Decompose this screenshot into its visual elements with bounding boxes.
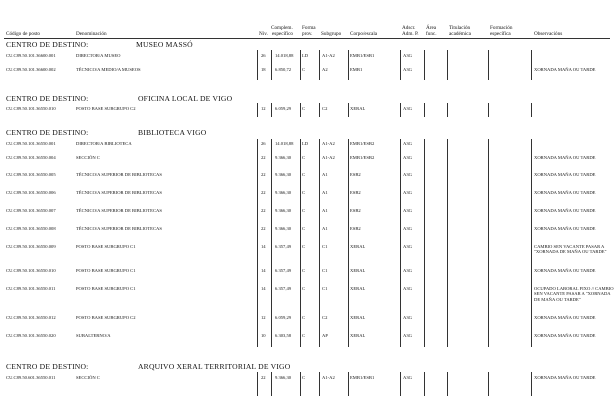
column-divider xyxy=(488,50,489,80)
header-codigo: Código de posto xyxy=(6,31,41,38)
cell-forma: C xyxy=(302,208,306,213)
cell-codigo: CU.C89.50.101.36550.020 xyxy=(6,333,56,338)
section-name: BIBLIOTECA VIGO xyxy=(138,128,207,137)
cell-codigo: CU.C89.50.101.36550.010 xyxy=(6,268,56,273)
cell-subgrupo: AP xyxy=(322,333,328,338)
header-adscr-1: Adscr. xyxy=(402,25,416,32)
cell-forma: LD xyxy=(302,141,309,146)
cell-nivel: 12 xyxy=(261,106,266,111)
cell-corpo: EMB1/ESB1 xyxy=(350,375,375,380)
header-titulacion-1: Titulación xyxy=(449,25,471,32)
header-corpo: Corpo/escala xyxy=(350,31,378,38)
cell-adscr: A3G xyxy=(403,172,412,177)
cell-subgrupo: A1 xyxy=(322,172,328,177)
cell-forma: LD xyxy=(302,53,309,58)
cell-observacions: XORNADA MAÑA OU TARDE xyxy=(534,208,596,213)
cell-denominacion: TÉCNICO/A SUPERIOR DE BIBLIOTECAS xyxy=(76,226,162,231)
cell-observacions: OCUPADO LABORAL FIXO // CAMBIO SEN VACANTE PASAR A "XORNADA DE MAÑA OU TARDE" xyxy=(534,286,614,302)
cell-codigo: CU.C89.50.101.36550.012 xyxy=(6,315,56,320)
cell-nivel: 26 xyxy=(261,53,266,58)
cell-complemento: 6.059,29 xyxy=(275,106,292,111)
column-divider xyxy=(271,50,272,80)
column-divider xyxy=(447,50,448,80)
section-label: CENTRO DE DESTINO: xyxy=(6,40,89,49)
cell-adscr: A3G xyxy=(403,244,412,249)
cell-subgrupo: A1-A2 xyxy=(322,375,335,380)
cell-codigo: CU.C89.50.101.36600.001 xyxy=(6,53,56,58)
section-label: CENTRO DE DESTINO: xyxy=(6,362,89,371)
section-name: ARQUIVO XERAL TERRITORIAL DE VIGO xyxy=(138,362,291,371)
column-divider xyxy=(319,372,320,396)
column-divider xyxy=(488,139,489,347)
cell-complemento: 9.366,30 xyxy=(275,375,292,380)
header-nivel: Niv. xyxy=(259,31,268,38)
cell-forma: C xyxy=(302,226,306,231)
cell-forma: C xyxy=(302,268,306,273)
column-divider xyxy=(488,103,489,117)
cell-adscr: A3G xyxy=(403,190,412,195)
cell-forma: C xyxy=(302,106,306,111)
section-label: CENTRO DE DESTINO: xyxy=(6,128,89,137)
cell-complemento: 14.018,88 xyxy=(275,53,294,58)
cell-denominacion: POSTO BASE SUBGRUPO C1 xyxy=(76,268,136,273)
cell-codigo: CU.C89.50.101.36550.009 xyxy=(6,244,56,249)
cell-corpo: XERAL xyxy=(350,286,366,291)
cell-corpo: XERAL xyxy=(350,244,366,249)
cell-complemento: 6.059,29 xyxy=(275,315,292,320)
cell-observacions: XORNADA MAÑA OU TARDE xyxy=(534,315,596,320)
column-divider xyxy=(300,372,301,396)
cell-observacions: XORNADA MAÑA OU TARDE xyxy=(534,190,596,195)
cell-forma: C xyxy=(302,375,306,380)
cell-adscr: A3G xyxy=(403,268,412,273)
cell-adscr: A3G xyxy=(403,333,412,338)
header-titulacion-2: académica xyxy=(449,31,471,38)
cell-observacions: CAMBIO SEN VACANTE PASAR A "XORNADA DE MAÑA OU TARDE" xyxy=(534,244,607,255)
column-divider xyxy=(447,103,448,117)
cell-nivel: 14 xyxy=(261,244,266,249)
cell-codigo: CU.C89.50.101.36550.010 xyxy=(6,106,56,111)
cell-complemento: 6.357,49 xyxy=(275,268,292,273)
cell-subgrupo: C2 xyxy=(322,106,328,111)
cell-complemento: 9.366,30 xyxy=(275,208,292,213)
header-formacion-2: específica xyxy=(490,31,511,38)
cell-complemento: 9.366,30 xyxy=(275,155,292,160)
cell-nivel: 14 xyxy=(261,286,266,291)
cell-corpo: XERAL xyxy=(350,315,366,320)
cell-nivel: 22 xyxy=(261,226,266,231)
column-divider xyxy=(348,50,349,80)
cell-complemento: 6.357,49 xyxy=(275,244,292,249)
cell-adscr: A3G xyxy=(403,375,412,380)
cell-observacions: XORNADA MAÑA OU TARDE xyxy=(534,172,596,177)
column-divider xyxy=(424,139,425,347)
cell-corpo: EMB1/ESB2 xyxy=(350,141,375,146)
cell-adscr: A3G xyxy=(403,141,412,146)
column-divider xyxy=(424,372,425,396)
header-observacions: Observacións xyxy=(534,31,563,38)
cell-subgrupo: A2 xyxy=(322,67,328,72)
cell-complemento: 9.366,30 xyxy=(275,172,292,177)
cell-forma: C xyxy=(302,286,306,291)
column-divider xyxy=(319,103,320,117)
cell-denominacion: TÉCNICO/A SUPERIOR DE BIBLIOTECAS xyxy=(76,208,162,213)
column-divider xyxy=(271,103,272,117)
column-divider xyxy=(271,372,272,396)
cell-denominacion: TÉCNICO/A SUPERIOR DE BIBLIOTECAS xyxy=(76,172,162,177)
cell-observacions: XORNADA MAÑA OU TARDE xyxy=(534,333,596,338)
column-divider xyxy=(348,372,349,396)
cell-forma: C xyxy=(302,172,306,177)
cell-subgrupo: C1 xyxy=(322,244,328,249)
cell-subgrupo: C1 xyxy=(322,286,328,291)
column-divider xyxy=(257,50,258,80)
cell-codigo: CU.C89.50.101.36550.004 xyxy=(6,155,56,160)
header-subgrupo: Subgrupo xyxy=(321,31,342,38)
cell-complemento: 6.303,58 xyxy=(275,333,292,338)
cell-nivel: 14 xyxy=(261,268,266,273)
cell-codigo: CU.C89.50.101.36550.008 xyxy=(6,226,56,231)
cell-corpo: XERAL xyxy=(350,268,366,273)
cell-adscr: A3G xyxy=(403,53,412,58)
cell-adscr: A3G xyxy=(403,208,412,213)
cell-forma: C xyxy=(302,333,306,338)
cell-corpo: EMB1 xyxy=(350,67,363,72)
column-divider xyxy=(424,103,425,117)
cell-denominacion: POSTO BASE SUBGRUPO C2 xyxy=(76,315,136,320)
cell-corpo: XERAL xyxy=(350,106,366,111)
cell-denominacion: DIRECTOR/A MUSEO xyxy=(76,53,121,58)
cell-forma: C xyxy=(302,67,306,72)
column-divider xyxy=(300,103,301,117)
header-area-2: func. xyxy=(426,31,437,38)
column-divider xyxy=(447,139,448,347)
section-name: OFICINA LOCAL DE VIGO xyxy=(138,94,233,103)
cell-denominacion: POSTO BASE SUBGRUPO C2 xyxy=(76,106,136,111)
cell-subgrupo: A1 xyxy=(322,208,328,213)
cell-observacions: XORNADA MAÑA OU TARDE xyxy=(534,268,596,273)
cell-nivel: 22 xyxy=(261,190,266,195)
cell-corpo: ESB2 xyxy=(350,208,361,213)
cell-nivel: 10 xyxy=(261,333,266,338)
cell-codigo: CU.C89.50.601.36550.011 xyxy=(6,375,56,380)
section-label: CENTRO DE DESTINO: xyxy=(6,94,89,103)
cell-forma: C xyxy=(302,190,306,195)
cell-adscr: A3G xyxy=(403,286,412,291)
column-divider xyxy=(348,103,349,117)
column-divider xyxy=(300,139,301,347)
header-area-1: Área xyxy=(426,25,437,32)
cell-adscr: A3G xyxy=(403,226,412,231)
cell-subgrupo: C1 xyxy=(322,268,328,273)
cell-observacions: XORNADA MAÑA OU TARDE xyxy=(534,67,596,72)
cell-complemento: 14.018,88 xyxy=(275,141,294,146)
column-divider xyxy=(257,103,258,117)
cell-denominacion: TÉCNICO/A SUPERIOR DE BIBLIOTECAS xyxy=(76,190,162,195)
cell-codigo: CU.C89.50.101.36550.001 xyxy=(6,141,56,146)
cell-codigo: CU.C89.50.101.36550.005 xyxy=(6,172,56,177)
cell-subgrupo: A1-A2 xyxy=(322,141,335,146)
cell-adscr: A3G xyxy=(403,67,412,72)
header-rule xyxy=(4,38,610,39)
cell-denominacion: SECCIÓN C xyxy=(76,155,100,160)
column-divider xyxy=(531,50,532,80)
cell-observacions: XORNADA MAÑA OU TARDE xyxy=(534,155,596,160)
column-divider xyxy=(319,50,320,80)
column-divider xyxy=(531,139,532,347)
cell-complemento: 6.850,72 xyxy=(275,67,292,72)
cell-corpo: ESB2 xyxy=(350,172,361,177)
cell-subgrupo: A1-A2 xyxy=(322,155,335,160)
column-divider xyxy=(424,50,425,80)
header-forma-2: prov. xyxy=(302,31,313,38)
header-forma-1: Forma xyxy=(302,25,316,32)
column-divider xyxy=(400,372,401,396)
cell-codigo: CU.C89.50.101.36550.007 xyxy=(6,208,56,213)
cell-nivel: 22 xyxy=(261,155,266,160)
cell-complemento: 9.366,30 xyxy=(275,190,292,195)
cell-denominacion: SECCIÓN C xyxy=(76,375,100,380)
cell-nivel: 26 xyxy=(261,141,266,146)
column-divider xyxy=(257,372,258,396)
cell-denominacion: POSTO BASE SUBGRUPO C1 xyxy=(76,286,136,291)
header-formacion-1: Formación xyxy=(490,25,513,32)
cell-corpo: EMB1/ESB2 xyxy=(350,155,375,160)
cell-forma: C xyxy=(302,244,306,249)
cell-codigo: CU.C89.50.101.36550.006 xyxy=(6,190,56,195)
cell-nivel: 22 xyxy=(261,172,266,177)
header-adscr-2: Adm. P. xyxy=(402,31,419,38)
column-divider xyxy=(400,103,401,117)
cell-subgrupo: C2 xyxy=(322,315,328,320)
cell-corpo: ESB2 xyxy=(350,190,361,195)
cell-subgrupo: A1-A2 xyxy=(322,53,335,58)
header-complemento-1: Complem. xyxy=(271,25,293,32)
column-divider xyxy=(447,372,448,396)
column-divider xyxy=(319,139,320,347)
cell-observacions: XORNADA MAÑA OU TARDE xyxy=(534,226,596,231)
cell-corpo: EMB1/ESB1 xyxy=(350,53,375,58)
cell-complemento: 9.366,30 xyxy=(275,226,292,231)
column-divider xyxy=(300,50,301,80)
column-divider xyxy=(271,139,272,347)
cell-corpo: ESB2 xyxy=(350,226,361,231)
cell-nivel: 22 xyxy=(261,375,266,380)
cell-subgrupo: A1 xyxy=(322,190,328,195)
cell-denominacion: SUBALTERNO/A xyxy=(76,333,111,338)
table-header xyxy=(0,22,615,38)
cell-nivel: 18 xyxy=(261,67,266,72)
cell-corpo: XERAL xyxy=(350,333,366,338)
column-divider xyxy=(400,50,401,80)
section-name: MUSEO MASSÓ xyxy=(136,40,193,49)
cell-observacions: XORNADA MAÑA OU TARDE xyxy=(534,375,596,380)
cell-adscr: A3G xyxy=(403,315,412,320)
column-divider xyxy=(488,372,489,396)
column-divider xyxy=(400,139,401,347)
column-divider xyxy=(531,372,532,396)
cell-forma: C xyxy=(302,315,306,320)
cell-denominacion: TÉCNICO/A MEDIO/A MUSEOS xyxy=(76,67,141,72)
header-complemento-2: específico xyxy=(272,31,294,38)
column-divider xyxy=(531,103,532,117)
cell-nivel: 12 xyxy=(261,315,266,320)
column-divider xyxy=(348,139,349,347)
cell-complemento: 6.357,49 xyxy=(275,286,292,291)
cell-denominacion: POSTO BASE SUBGRUPO C1 xyxy=(76,244,136,249)
cell-denominacion: DIRECTOR/A BIBLIOTECA xyxy=(76,141,132,146)
cell-codigo: CU.C89.50.101.36600.002 xyxy=(6,67,56,72)
cell-subgrupo: A1 xyxy=(322,226,328,231)
cell-adscr: A3G xyxy=(403,155,412,160)
cell-adscr: A3G xyxy=(403,106,412,111)
cell-codigo: CU.C89.50.101.36550.011 xyxy=(6,286,56,291)
header-denominacion: Denominación xyxy=(76,31,107,38)
column-divider xyxy=(257,139,258,347)
cell-nivel: 22 xyxy=(261,208,266,213)
cell-forma: C xyxy=(302,155,306,160)
